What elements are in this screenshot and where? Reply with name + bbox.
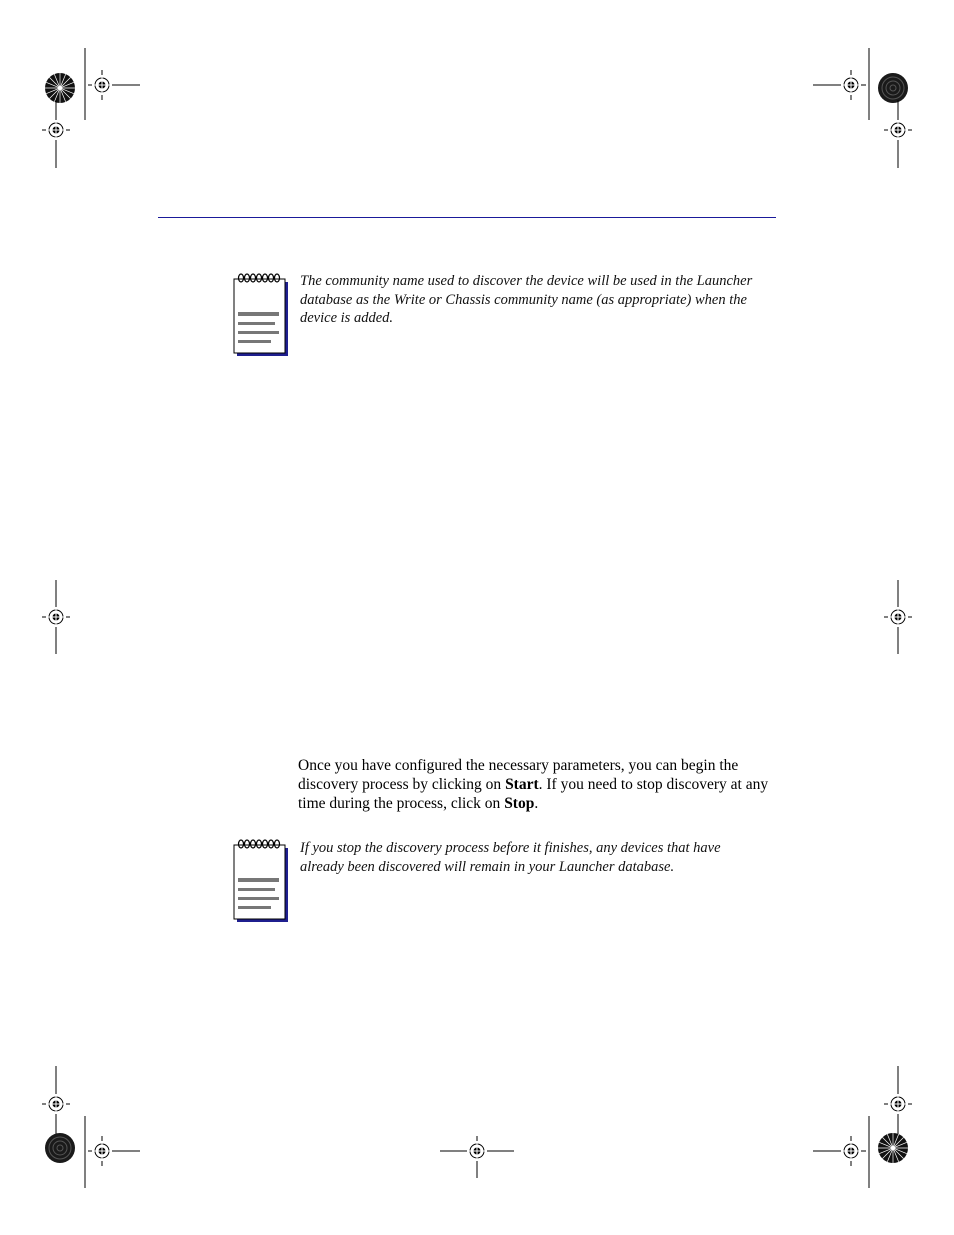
header-rule [158, 217, 776, 218]
notepad-icon [232, 838, 290, 924]
paragraph-part-3: . [534, 795, 539, 812]
paragraph-part-1: Once you have configured the necessary parameters, you can begin the discovery process by clicking on [298, 757, 739, 793]
note-1-text: The community name used to discover the device will be used in the Launcher database as the Write or Chassis community name (as appropriate) when the device is added. [300, 273, 753, 326]
note-1 [232, 272, 290, 358]
start-label: Start [505, 776, 539, 793]
paragraph-part-2: . If you need to stop discovery at any time during the process, click on [298, 776, 769, 812]
note-2-text: If you stop the discovery process before it finishes, any devices that have already been discovered will remain in your Launcher database. [300, 840, 721, 875]
notepad-icon [232, 272, 290, 358]
note-2 [232, 838, 290, 924]
discovery-paragraph [298, 756, 773, 813]
stop-label: Stop [504, 795, 535, 812]
